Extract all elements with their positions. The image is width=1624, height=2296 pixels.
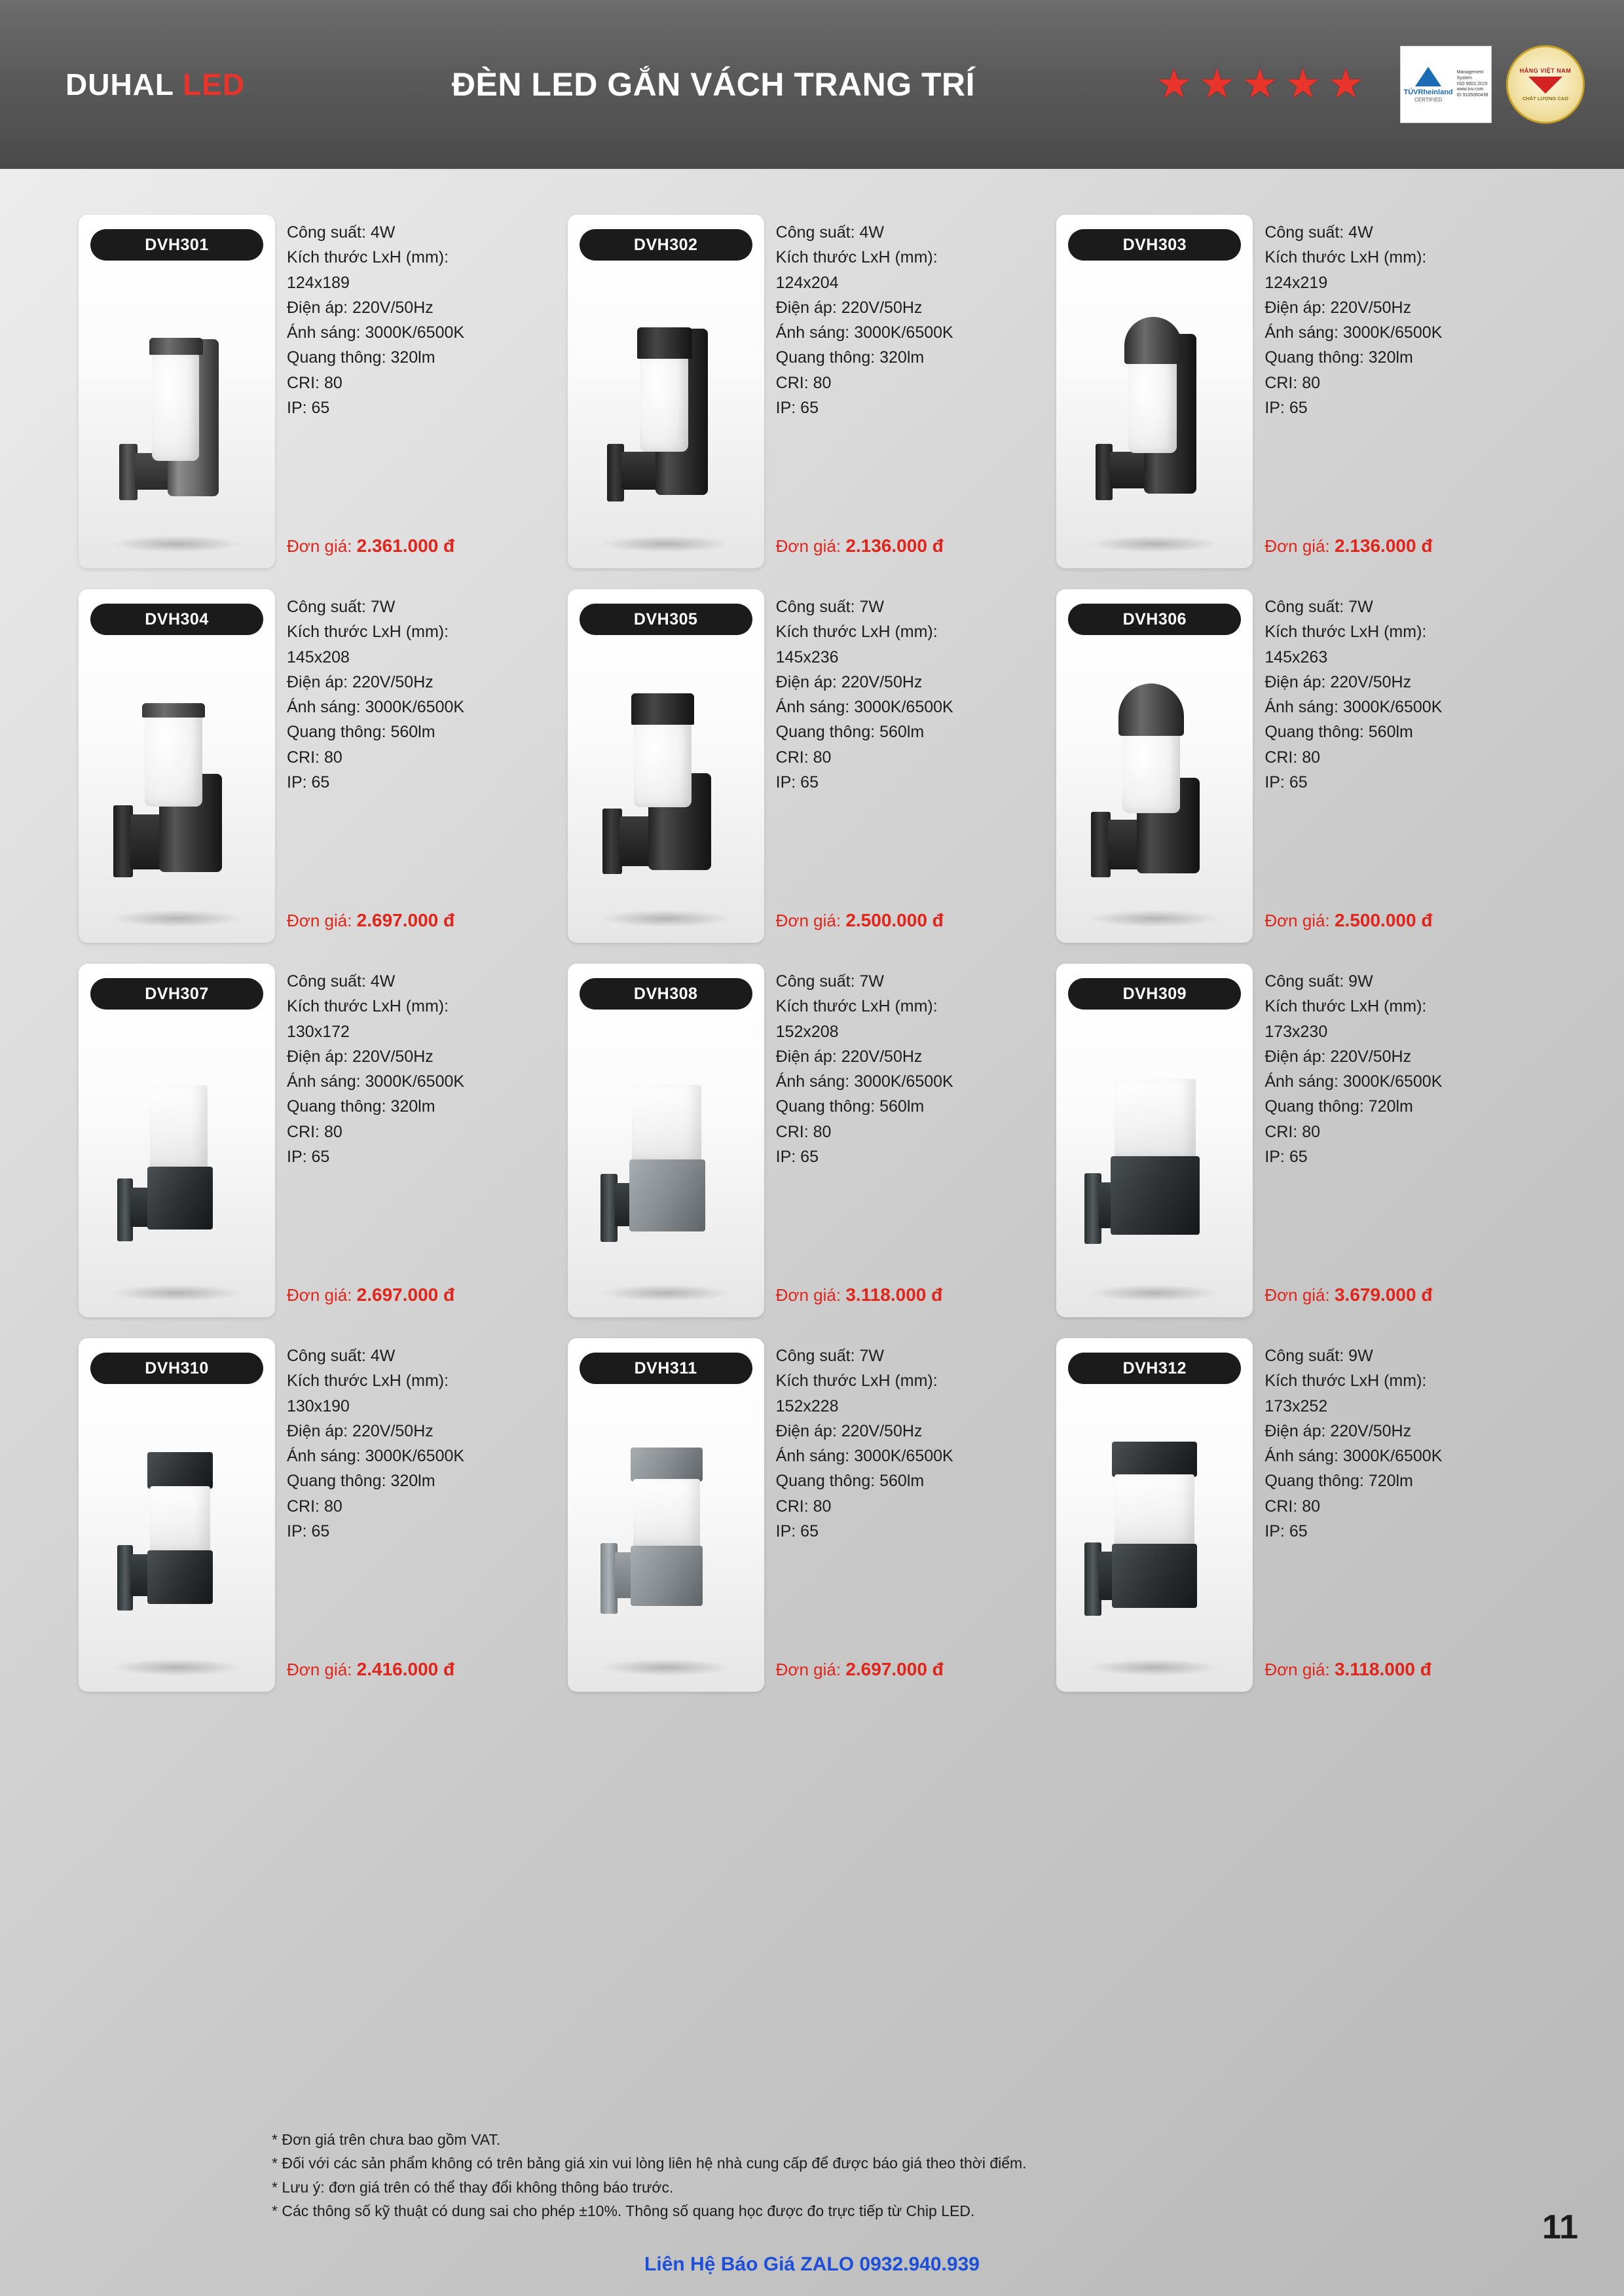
product-image — [1056, 964, 1253, 1317]
spec-flux: Quang thông: 720lm — [1264, 1097, 1413, 1116]
spec-ip: IP: 65 — [287, 1147, 330, 1166]
spec-size-label: Kích thước LxH (mm): — [287, 1372, 449, 1391]
product-shadow — [600, 536, 731, 553]
spec-cri: CRI: 80 — [1264, 748, 1321, 767]
spec-flux: Quang thông: 560lm — [775, 1472, 925, 1491]
spec-size-value: 145x208 — [287, 647, 350, 666]
product-image — [1056, 215, 1253, 568]
spec-light: Ánh sáng: 3000K/6500K — [775, 1072, 953, 1091]
product-specs — [1264, 1338, 1530, 1544]
spec-voltage: Điện áp: 220V/50Hz — [287, 1047, 434, 1066]
spec-ip: IP: 65 — [775, 1522, 819, 1540]
product-row — [79, 1338, 1545, 1692]
price-value: 2.697.000 đ — [356, 910, 455, 930]
tuv-line2: System — [1456, 75, 1472, 81]
product-row — [79, 964, 1545, 1317]
product-image — [79, 1338, 275, 1692]
brand-logo — [65, 67, 245, 102]
product-price — [287, 1659, 454, 1680]
product-shadow — [111, 910, 242, 927]
spec-light: Ánh sáng: 3000K/6500K — [1264, 1072, 1443, 1091]
spec-ip: IP: 65 — [1264, 1147, 1308, 1166]
price-label: Đơn giá: — [1264, 1660, 1330, 1679]
product-shadow — [600, 1285, 731, 1302]
spec-voltage: Điện áp: 220V/50Hz — [1264, 298, 1412, 317]
spec-size-value: 173x252 — [1264, 1396, 1328, 1415]
spec-ip: IP: 65 — [287, 1522, 330, 1540]
spec-light: Ánh sáng: 3000K/6500K — [1264, 698, 1443, 716]
spec-voltage: Điện áp: 220V/50Hz — [1264, 1421, 1412, 1440]
spec-light: Ánh sáng: 3000K/6500K — [775, 698, 953, 716]
tuv-mark-label: TÜVRheinland — [1403, 88, 1453, 96]
spec-cri: CRI: 80 — [775, 748, 832, 767]
spec-power: Công suất: 9W — [1264, 1347, 1373, 1365]
spec-power: Công suất: 7W — [775, 1347, 885, 1365]
spec-voltage: Điện áp: 220V/50Hz — [775, 1047, 923, 1066]
product-shadow — [1089, 536, 1220, 553]
spec-ip: IP: 65 — [1264, 773, 1308, 792]
product-specs — [1264, 964, 1530, 1169]
star-icon: ★ — [1156, 62, 1192, 107]
spec-ip: IP: 65 — [287, 398, 330, 417]
spec-ip: IP: 65 — [775, 1147, 819, 1166]
product-card — [79, 589, 568, 943]
price-value: 3.118.000 đ — [845, 1285, 943, 1305]
spec-ip: IP: 65 — [1264, 1522, 1308, 1540]
product-specs — [776, 215, 1041, 420]
price-value: 2.697.000 đ — [845, 1659, 944, 1679]
spec-cri: CRI: 80 — [1264, 373, 1321, 392]
spec-size-value: 124x189 — [287, 273, 350, 292]
product-code-badge: DVH303 — [1068, 229, 1241, 261]
spec-voltage: Điện áp: 220V/50Hz — [775, 1421, 923, 1440]
spec-voltage: Điện áp: 220V/50Hz — [287, 672, 434, 691]
price-label: Đơn giá: — [775, 911, 841, 930]
spec-light: Ánh sáng: 3000K/6500K — [287, 698, 465, 716]
tuv-line5: ID 9105060438 — [1456, 93, 1488, 98]
product-card — [1056, 964, 1545, 1317]
spec-size-label: Kích thước LxH (mm): — [1264, 623, 1427, 642]
product-image — [568, 215, 764, 568]
spec-size-value: 152x208 — [775, 1022, 839, 1041]
footer-note-2: * Đối với các sản phẩm không có trên bảng giá xin vui lòng liên hệ nhà cung cấp để được báo giá theo thời điểm. — [272, 2155, 1027, 2172]
spec-size-value: 145x263 — [1264, 647, 1328, 666]
product-code-badge: DVH306 — [1068, 604, 1241, 635]
product-price — [1264, 1659, 1431, 1680]
product-price — [287, 536, 454, 556]
spec-size-label: Kích thước LxH (mm): — [1264, 997, 1427, 1016]
product-image — [568, 964, 764, 1317]
product-image — [568, 589, 764, 943]
spec-size-label: Kích thước LxH (mm): — [1264, 248, 1427, 267]
price-value: 2.500.000 đ — [845, 910, 944, 930]
spec-size-label: Kích thước LxH (mm): — [287, 248, 449, 267]
star-rating — [1156, 64, 1364, 105]
product-row — [79, 589, 1545, 943]
product-specs — [1264, 589, 1530, 795]
spec-cri: CRI: 80 — [775, 1497, 832, 1516]
spec-flux: Quang thông: 560lm — [287, 723, 435, 742]
product-card — [79, 1338, 568, 1692]
product-specs — [1264, 215, 1530, 420]
spec-light: Ánh sáng: 3000K/6500K — [287, 1447, 465, 1465]
spec-size-value: 130x190 — [287, 1396, 350, 1415]
product-shadow — [111, 1285, 242, 1302]
spec-power: Công suất: 7W — [287, 598, 396, 616]
price-value: 2.500.000 đ — [1334, 910, 1433, 930]
spec-size-value: 173x230 — [1264, 1022, 1328, 1041]
product-card — [1056, 589, 1545, 943]
product-price — [1264, 1285, 1432, 1305]
product-card — [568, 964, 1057, 1317]
product-image — [1056, 1338, 1253, 1692]
spec-size-value: 124x204 — [775, 273, 839, 292]
spec-ip: IP: 65 — [775, 398, 819, 417]
spec-power: Công suất: 7W — [1264, 598, 1373, 616]
spec-flux: Quang thông: 720lm — [1264, 1472, 1413, 1491]
spec-ip: IP: 65 — [287, 773, 330, 792]
tuv-line3: ISO 9001:2015 — [1456, 81, 1488, 86]
product-code-badge: DVH304 — [90, 604, 263, 635]
price-value: 2.697.000 đ — [356, 1285, 455, 1305]
spec-voltage: Điện áp: 220V/50Hz — [775, 672, 923, 691]
spec-light: Ánh sáng: 3000K/6500K — [287, 323, 465, 342]
product-price — [287, 1285, 454, 1305]
product-price — [287, 910, 454, 931]
certification-badges — [1400, 45, 1585, 124]
spec-cri: CRI: 80 — [1264, 1497, 1321, 1516]
spec-light: Ánh sáng: 3000K/6500K — [1264, 323, 1443, 342]
spec-light: Ánh sáng: 3000K/6500K — [775, 323, 953, 342]
spec-flux: Quang thông: 560lm — [1264, 723, 1413, 742]
tuv-certified-label: CERTIFIED — [1414, 96, 1443, 103]
product-card — [1056, 215, 1545, 568]
product-price — [1264, 910, 1432, 931]
price-value: 2.136.000 đ — [1334, 536, 1433, 556]
spec-size-value: 152x228 — [775, 1396, 839, 1415]
spec-flux: Quang thông: 560lm — [775, 723, 925, 742]
price-label: Đơn giá: — [287, 1660, 352, 1679]
spec-power: Công suất: 4W — [1264, 223, 1373, 242]
spec-light: Ánh sáng: 3000K/6500K — [1264, 1447, 1443, 1465]
product-image — [79, 964, 275, 1317]
product-card — [1056, 1338, 1545, 1692]
brand-name-secondary: LED — [182, 67, 245, 101]
price-label: Đơn giá: — [287, 536, 352, 556]
vn-badge-bottom-label: CHẤT LƯỢNG CAO — [1522, 95, 1569, 101]
spec-voltage: Điện áp: 220V/50Hz — [1264, 672, 1412, 691]
product-code-badge: DVH308 — [580, 978, 752, 1010]
product-shadow — [111, 1659, 242, 1676]
price-label: Đơn giá: — [775, 536, 841, 556]
product-price — [776, 910, 944, 931]
spec-ip: IP: 65 — [1264, 398, 1308, 417]
product-shadow — [111, 536, 242, 553]
product-code-badge: DVH305 — [580, 604, 752, 635]
spec-cri: CRI: 80 — [287, 1497, 342, 1516]
spec-size-label: Kích thước LxH (mm): — [775, 1372, 938, 1391]
spec-size-label: Kích thước LxH (mm): — [775, 623, 938, 642]
product-price — [776, 1659, 944, 1680]
product-shadow — [1089, 1285, 1220, 1302]
star-icon: ★ — [1327, 62, 1364, 107]
product-card — [568, 215, 1057, 568]
zalo-contact-line[interactable]: Liên Hệ Báo Giá ZALO 0932.940.939 — [644, 2253, 980, 2275]
product-code-badge: DVH310 — [90, 1353, 263, 1384]
tuv-triangle-icon — [1415, 67, 1441, 86]
star-icon: ★ — [1198, 62, 1236, 107]
product-card — [568, 589, 1057, 943]
spec-cri: CRI: 80 — [775, 373, 832, 392]
price-label: Đơn giá: — [775, 1660, 841, 1679]
product-card — [79, 215, 568, 568]
price-value: 2.416.000 đ — [356, 1659, 455, 1679]
spec-cri: CRI: 80 — [287, 748, 342, 767]
product-specs — [287, 1338, 552, 1544]
spec-voltage: Điện áp: 220V/50Hz — [775, 298, 923, 317]
price-value: 3.118.000 đ — [1334, 1659, 1431, 1679]
spec-voltage: Điện áp: 220V/50Hz — [287, 1421, 434, 1440]
spec-light: Ánh sáng: 3000K/6500K — [287, 1072, 465, 1091]
vietnam-quality-badge — [1506, 45, 1585, 124]
tuv-line4: www.tuv.com — [1456, 87, 1484, 92]
product-code-badge: DVH301 — [90, 229, 263, 261]
product-code-badge: DVH311 — [580, 1353, 752, 1384]
product-price — [776, 536, 944, 556]
spec-power: Công suất: 4W — [287, 972, 396, 991]
spec-size-label: Kích thước LxH (mm): — [1264, 1372, 1427, 1391]
tuv-certification-badge — [1400, 46, 1492, 123]
spec-cri: CRI: 80 — [775, 1122, 832, 1141]
spec-power: Công suất: 4W — [287, 223, 396, 242]
page-number: 11 — [1542, 2208, 1578, 2246]
spec-flux: Quang thông: 320lm — [287, 1472, 435, 1491]
spec-voltage: Điện áp: 220V/50Hz — [1264, 1047, 1412, 1066]
price-label: Đơn giá: — [1264, 1285, 1330, 1305]
product-code-badge: DVH307 — [90, 978, 263, 1010]
price-label: Đơn giá: — [287, 1285, 352, 1305]
spec-cri: CRI: 80 — [1264, 1122, 1321, 1141]
spec-light: Ánh sáng: 3000K/6500K — [775, 1447, 953, 1465]
page-header — [0, 0, 1624, 169]
product-image — [568, 1338, 764, 1692]
vn-badge-top-label: HÀNG VIỆT NAM — [1519, 67, 1572, 74]
star-icon: ★ — [1242, 62, 1278, 107]
spec-size-label: Kích thước LxH (mm): — [775, 248, 938, 267]
spec-voltage: Điện áp: 220V/50Hz — [287, 298, 434, 317]
product-code-badge: DVH302 — [580, 229, 752, 261]
page-title: ĐÈN LED GẮN VÁCH TRANG TRÍ — [451, 66, 976, 103]
product-specs — [776, 964, 1041, 1169]
spec-flux: Quang thông: 320lm — [287, 348, 435, 367]
price-label: Đơn giá: — [287, 911, 352, 930]
spec-size-label: Kích thước LxH (mm): — [287, 623, 449, 642]
product-price — [776, 1285, 943, 1305]
footer-note-3: * Lưu ý: đơn giá trên có thể thay đổi không thông báo trước. — [272, 2178, 674, 2196]
footer-notes — [272, 2128, 1027, 2223]
spec-cri: CRI: 80 — [287, 373, 342, 392]
spec-cri: CRI: 80 — [287, 1122, 342, 1141]
spec-size-value: 145x236 — [775, 647, 839, 666]
product-specs — [287, 215, 552, 420]
footer-note-4: * Các thông số kỹ thuật có dung sai cho phép ±10%. Thông số quang học được đo trực tiếp từ Chip LED. — [272, 2202, 975, 2219]
spec-size-value: 124x219 — [1264, 273, 1328, 292]
product-image — [79, 215, 275, 568]
spec-size-value: 130x172 — [287, 1022, 350, 1041]
spec-power: Công suất: 4W — [287, 1347, 396, 1365]
spec-size-label: Kích thước LxH (mm): — [287, 997, 449, 1016]
spec-ip: IP: 65 — [775, 773, 819, 792]
spec-size-label: Kích thước LxH (mm): — [775, 997, 938, 1016]
footer-note-1: * Đơn giá trên chưa bao gồm VAT. — [272, 2131, 501, 2148]
product-image — [79, 589, 275, 943]
product-card — [568, 1338, 1057, 1692]
price-value: 3.679.000 đ — [1334, 1285, 1433, 1305]
spec-power: Công suất: 9W — [1264, 972, 1373, 991]
price-label: Đơn giá: — [775, 1285, 841, 1305]
star-icon: ★ — [1284, 62, 1321, 107]
spec-power: Công suất: 7W — [775, 972, 885, 991]
product-row — [79, 215, 1545, 568]
product-code-badge: DVH309 — [1068, 978, 1241, 1010]
product-code-badge: DVH312 — [1068, 1353, 1241, 1384]
product-image — [1056, 589, 1253, 943]
product-price — [1264, 536, 1432, 556]
price-label: Đơn giá: — [1264, 536, 1330, 556]
price-label: Đơn giá: — [1264, 911, 1330, 930]
spec-flux: Quang thông: 320lm — [1264, 348, 1413, 367]
vn-chevron-icon — [1528, 77, 1562, 94]
spec-power: Công suất: 4W — [775, 223, 885, 242]
price-value: 2.361.000 đ — [356, 536, 455, 556]
product-specs — [287, 964, 552, 1169]
product-specs — [287, 589, 552, 795]
product-specs — [776, 589, 1041, 795]
product-card — [79, 964, 568, 1317]
spec-power: Công suất: 7W — [775, 598, 885, 616]
price-value: 2.136.000 đ — [845, 536, 944, 556]
tuv-line1: Management — [1456, 70, 1484, 75]
brand-name-primary: DUHAL — [65, 67, 174, 101]
spec-flux: Quang thông: 320lm — [287, 1097, 435, 1116]
spec-flux: Quang thông: 320lm — [775, 348, 925, 367]
product-grid — [0, 169, 1624, 1692]
product-specs — [776, 1338, 1041, 1544]
spec-flux: Quang thông: 560lm — [775, 1097, 925, 1116]
